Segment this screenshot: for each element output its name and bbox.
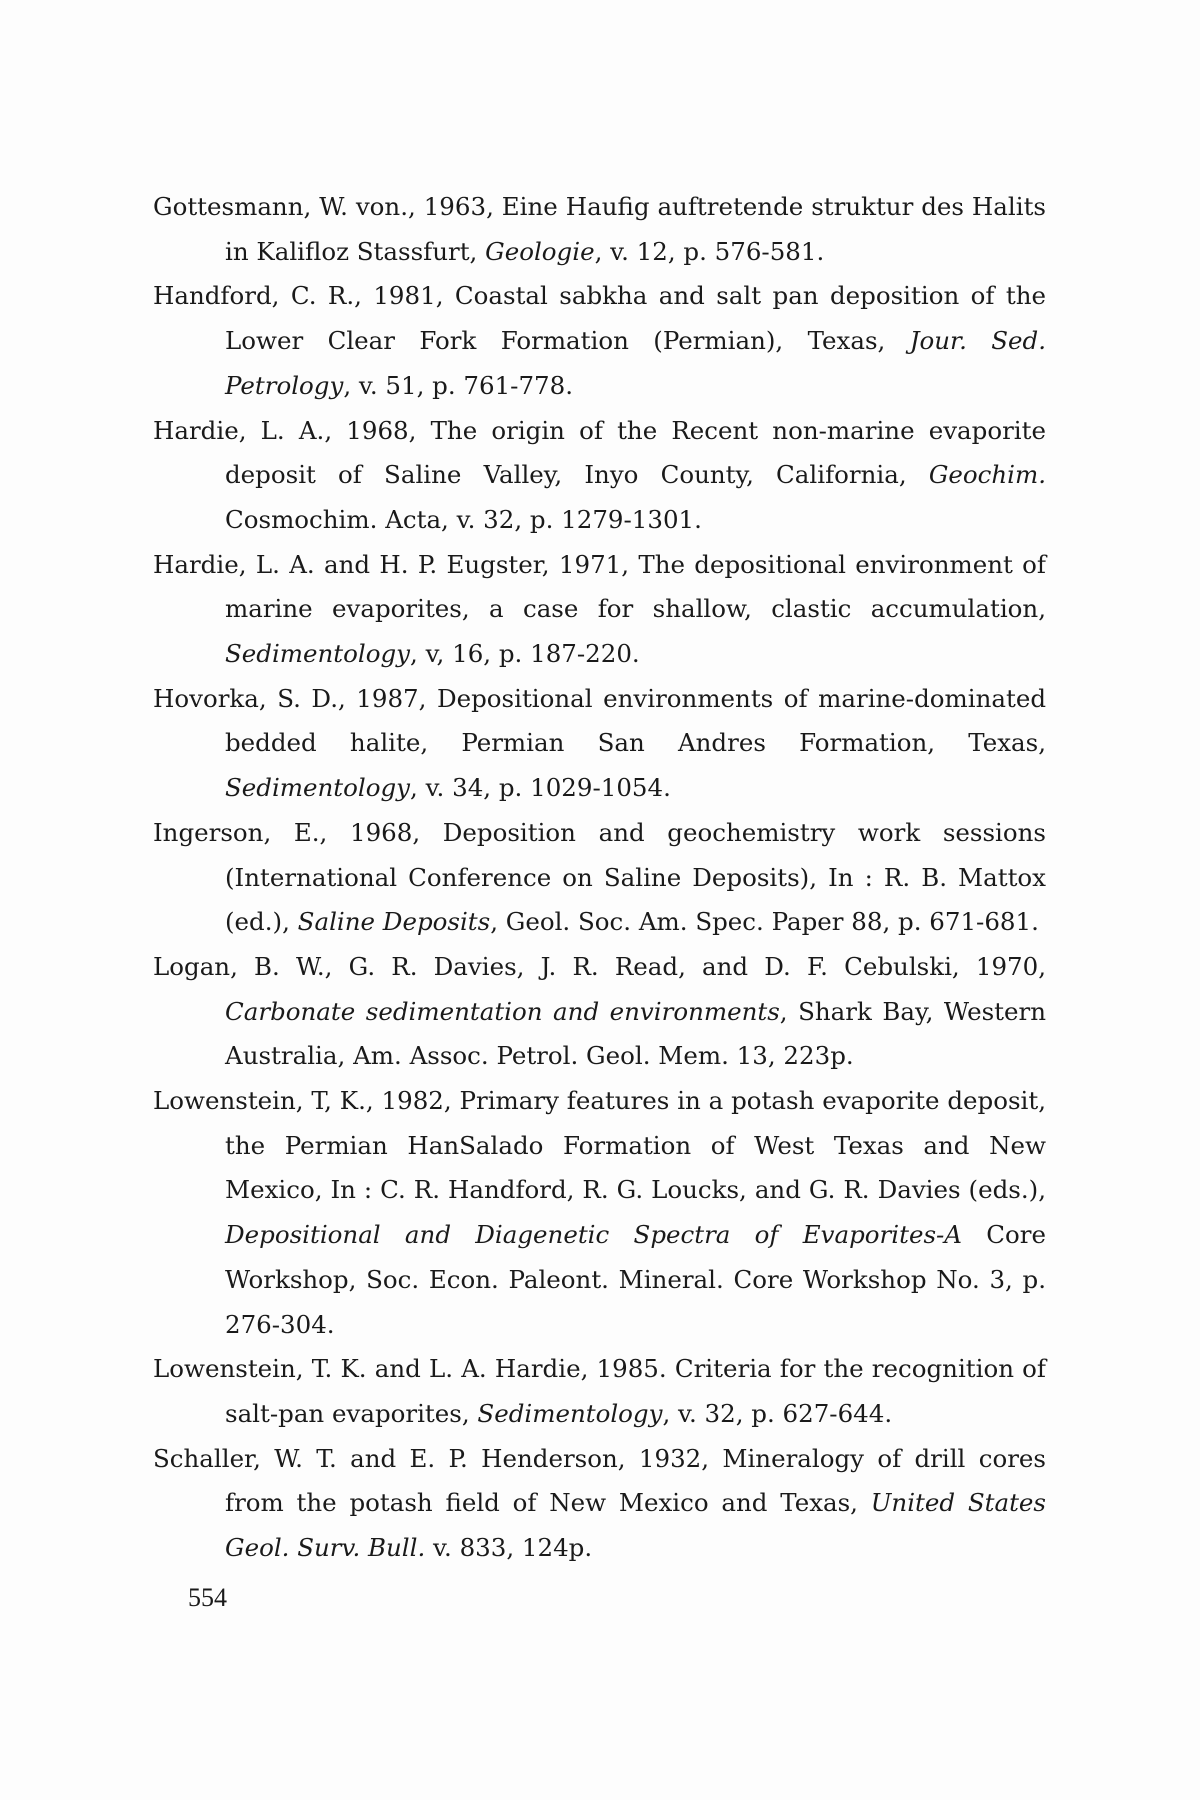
page-number: 554 (188, 1583, 227, 1612)
reference-text: v. 833, 124p. (425, 1533, 593, 1563)
reference-text: Schaller, W. T. and E. P. Henderson, 1932, Mineralogy of drill cores from the potash field of New Mexico and Texas, (153, 1443, 1046, 1518)
reference-text: Logan, B. W., G. R. Davies, J. R. Read, and D. F. Cebulski, 1970, (153, 951, 1046, 981)
reference-entry (153, 409, 1046, 543)
reference-title-italic: United States Geol. Surv. Bull. (225, 1488, 1046, 1563)
reference-entry (153, 811, 1046, 945)
reference-text: Hardie, L. A., 1968, The origin of the Recent non-marine evaporite deposit of Saline Valley, Inyo County, California, (153, 415, 1046, 490)
reference-text: , v. 12, p. 576-581. (594, 236, 825, 266)
reference-list (153, 185, 1046, 1571)
reference-title-italic: Sedimentology (225, 639, 411, 669)
reference-entry (153, 945, 1046, 1079)
reference-entry (153, 185, 1046, 274)
reference-title-italic: Jour. Sed. Petrology (225, 326, 1046, 400)
reference-entry (153, 543, 1046, 677)
reference-text: , Geol. Soc. Am. Spec. Paper 88, p. 671-681. (490, 907, 1039, 937)
reference-title-italic: Geologie (485, 236, 595, 266)
reference-text: Lowenstein, T. K. and L. A. Hardie, 1985. Criteria for the recognition of salt-pan evaporites, (153, 1354, 1046, 1428)
reference-text: Hovorka, S. D., 1987, Depositional environments of marine-dominated bedded halite, Permian San Andres Formation, Texas, (153, 683, 1046, 758)
reference-text: Ingerson, E., 1968, Deposition and geochemistry work sessions (International Conference on Saline Deposits), In : R. B. Mattox (ed.), (153, 817, 1046, 937)
reference-text: , v. 51, p. 761-778. (343, 370, 573, 400)
reference-entry (153, 677, 1046, 811)
reference-text: Hardie, L. A. and H. P. Eugster, 1971, The depositional environment of marine evaporites, a case for shallow, clastic accumulation, (153, 549, 1046, 624)
reference-title-italic: Depositional and Diagenetic Spectra of Evaporites-A (225, 1220, 962, 1250)
reference-text: , v. 34, p. 1029-1054. (410, 773, 671, 803)
reference-title-italic: Sedimentology (477, 1398, 663, 1428)
reference-entry (153, 1437, 1046, 1571)
reference-text: , v. 32, p. 627-644. (662, 1398, 893, 1428)
reference-title-italic: Geochim. (928, 460, 1046, 490)
reference-title-italic: Saline Deposits (297, 907, 491, 937)
reference-text: , v, 16, p. 187-220. (410, 639, 640, 669)
reference-entry (153, 274, 1046, 408)
reference-text: Core Workshop, Soc. Econ. Paleont. Mineral. Core Workshop No. 3, p. 276-304. (225, 1220, 1046, 1339)
reference-text: Cosmochim. Acta, v. 32, p. 1279-1301. (225, 504, 702, 534)
reference-text: Gottesmann, W. von., 1963, Eine Haufig auftretende struktur des Halits in Kalifloz Stassfurt, (153, 192, 1046, 266)
reference-entry (153, 1347, 1046, 1436)
reference-text: , Shark Bay, Western Australia, Am. Assoc. Petrol. Geol. Mem. 13, 223p. (225, 996, 1046, 1071)
reference-title-italic: Sedimentology (225, 773, 411, 803)
reference-text: Lowenstein, T, K., 1982, Primary features in a potash evaporite deposit, the Permian HanSalado Formation of West Texas and New Mexico, In : C. R. Handford, R. G. Loucks, and G. R. Davies (eds.), (153, 1086, 1046, 1205)
reference-text: Handford, C. R., 1981, Coastal sabkha and salt pan deposition of the Lower Clear Fork Formation (Permian), Texas, (153, 281, 1046, 356)
reference-title-italic: Carbonate sedimentation and environments (225, 996, 780, 1026)
reference-entry (153, 1079, 1046, 1347)
